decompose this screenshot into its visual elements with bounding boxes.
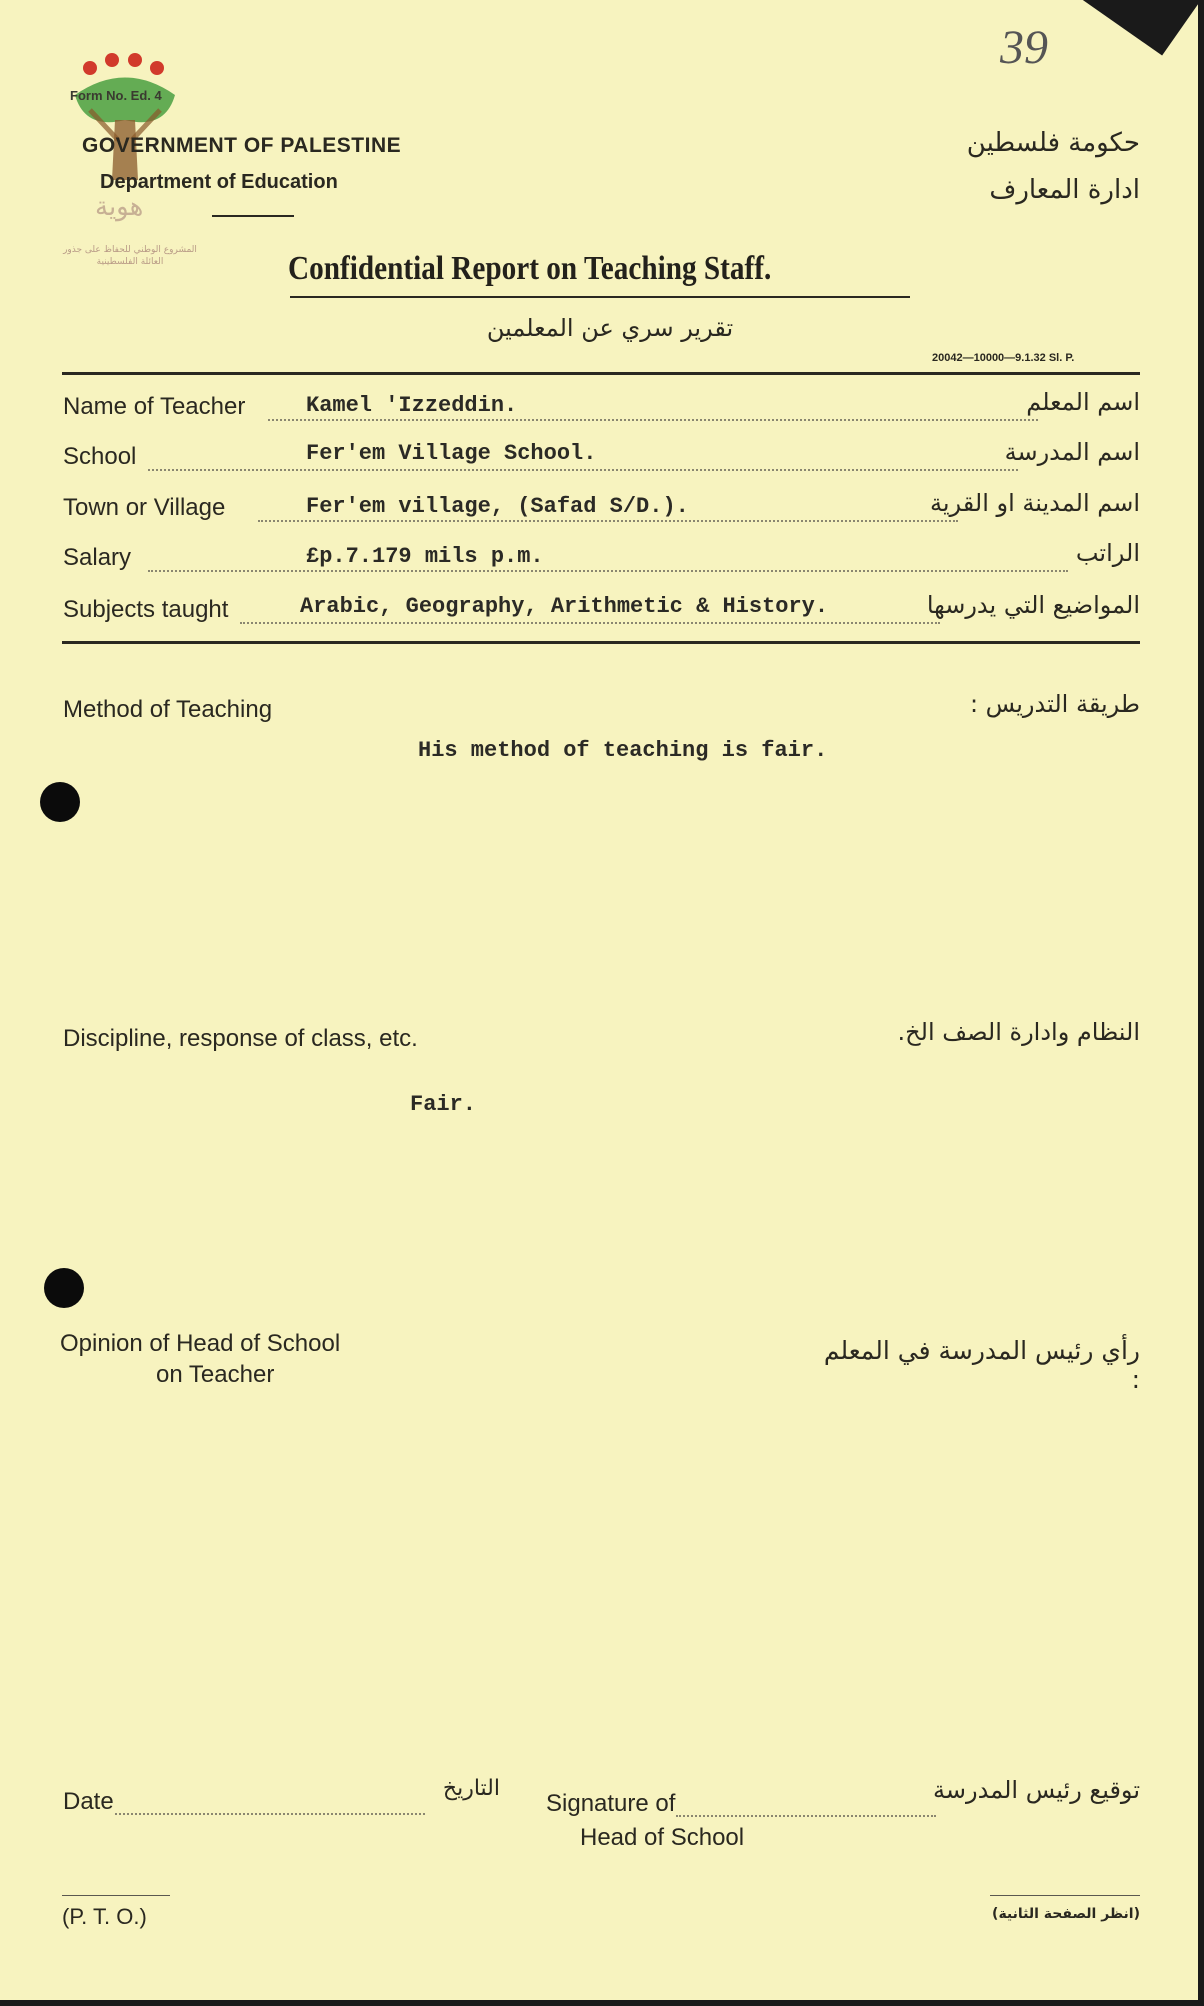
header-underline xyxy=(212,215,294,217)
signature-label: Signature of xyxy=(546,1790,676,1817)
department-title-arabic: ادارة المعارف xyxy=(989,175,1140,205)
teacher-name-value: Kamel 'Izzeddin. xyxy=(306,393,518,418)
punch-hole xyxy=(40,782,80,822)
title-underline xyxy=(290,296,910,298)
page-number: 39 xyxy=(1000,21,1048,74)
signature-line xyxy=(676,1815,936,1817)
discipline-value: Fair. xyxy=(410,1092,477,1117)
signature-label-arabic: توقيع رئيس المدرسة xyxy=(933,1776,1140,1804)
salary-label-arabic: الراتب xyxy=(1075,539,1140,567)
subjects-line xyxy=(240,622,940,624)
teacher-name-label: Name of Teacher xyxy=(63,393,246,420)
opinion-label-line2: on Teacher xyxy=(156,1361,275,1388)
salary-line xyxy=(148,570,1068,572)
form-number: Form No. Ed. 4 xyxy=(70,88,162,103)
school-label: School xyxy=(63,443,137,470)
top-rule xyxy=(62,372,1140,375)
discipline-label-arabic: النظام وادارة الصف الخ. xyxy=(897,1018,1140,1046)
school-label-arabic: اسم المدرسة xyxy=(1004,438,1140,466)
method-value: His method of teaching is fair. xyxy=(418,738,828,763)
pto-rule xyxy=(62,1895,170,1896)
punch-hole xyxy=(44,1268,84,1308)
subjects-label-arabic: المواضيع التي يدرسها xyxy=(926,591,1140,619)
bottom-rule xyxy=(62,641,1140,644)
date-line xyxy=(115,1813,425,1815)
watermark-text: هوية xyxy=(95,192,144,222)
subjects-value: Arabic, Geography, Arithmetic & History. xyxy=(300,594,829,619)
discipline-label: Discipline, response of class, etc. xyxy=(63,1025,418,1052)
report-title: Confidential Report on Teaching Staff. xyxy=(288,250,772,287)
folded-corner xyxy=(1080,0,1198,56)
town-value: Fer'em village, (Safad S/D.). xyxy=(306,494,689,519)
school-line xyxy=(148,469,1018,471)
town-line xyxy=(258,520,958,522)
town-label: Town or Village xyxy=(63,494,226,521)
department-title: Department of Education xyxy=(100,171,338,193)
pto-label: (P. T. O.) xyxy=(62,1904,147,1929)
teacher-name-line xyxy=(268,419,1038,421)
government-title-arabic: حكومة فلسطين xyxy=(966,128,1140,158)
method-label-arabic: طريقة التدريس : xyxy=(969,690,1140,718)
salary-value: £p.7.179 mils p.m. xyxy=(306,544,544,569)
date-label: Date xyxy=(63,1788,114,1815)
report-title-arabic: تقرير سري عن المعلمين xyxy=(486,314,734,342)
pto-label-arabic: (انظر الصفحة الثانية) xyxy=(992,1906,1140,1922)
salary-label: Salary xyxy=(63,544,132,571)
subjects-label: Subjects taught xyxy=(63,596,229,623)
print-code: 20042—10000—9.1.32 Sl. P. xyxy=(932,352,1075,364)
teacher-name-label-arabic: اسم المعلم xyxy=(1026,388,1140,416)
date-label-arabic: التاريخ xyxy=(442,1776,500,1801)
government-title: GOVERNMENT OF PALESTINE xyxy=(82,134,402,157)
head-of-school-label: Head of School xyxy=(580,1824,745,1851)
opinion-label-arabic: رأي رئيس المدرسة في المعلم : xyxy=(823,1336,1140,1394)
school-value: Fer'em Village School. xyxy=(306,441,597,466)
town-label-arabic: اسم المدينة او القرية xyxy=(929,489,1140,517)
opinion-label: Opinion of Head of School xyxy=(60,1330,341,1357)
method-label: Method of Teaching xyxy=(63,696,273,723)
pto-rule-arabic xyxy=(990,1895,1140,1896)
watermark-caption: المشروع الوطني للحفاظ على جذور العائلة الفلسطينية xyxy=(63,245,197,267)
